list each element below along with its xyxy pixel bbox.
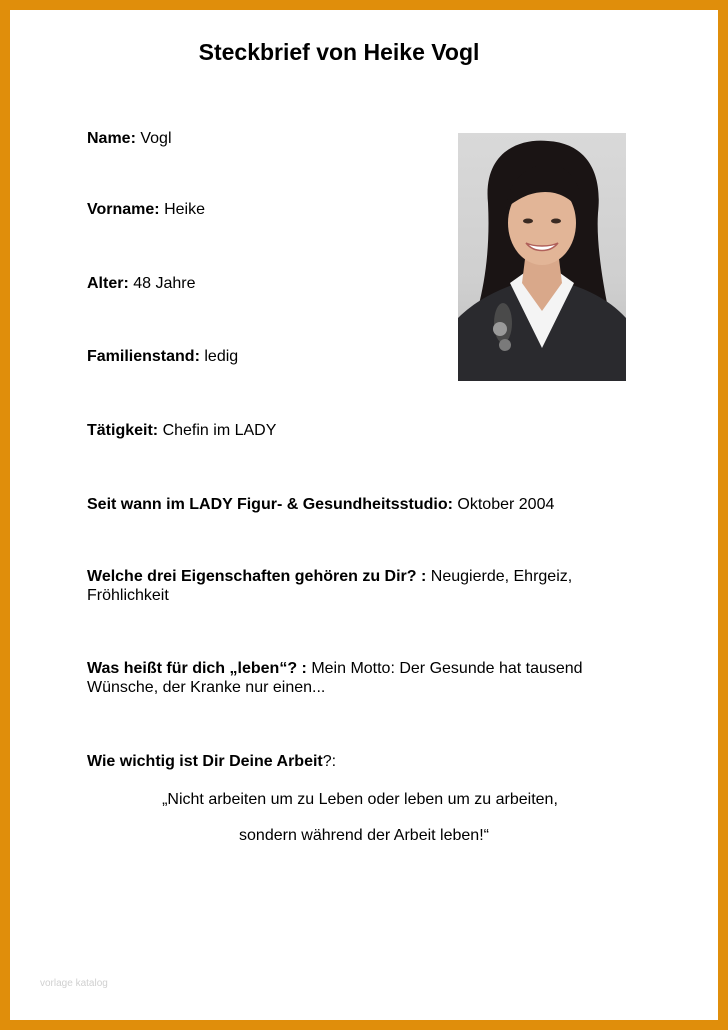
quote-line-2: sondern während der Arbeit leben!“ xyxy=(239,827,489,844)
field-seit-wann-label: Seit wann im LADY Figur- & Gesundheitsstudio: xyxy=(87,496,453,513)
field-eigenschaften xyxy=(87,567,627,605)
field-taetigkeit-label: Tätigkeit: xyxy=(87,422,159,439)
field-taetigkeit xyxy=(87,421,627,440)
field-vorname-value: Heike xyxy=(164,201,205,218)
field-leben xyxy=(87,659,627,697)
field-seit-wann xyxy=(87,495,627,514)
field-leben-value: Mein Motto: Der Gesunde hat tausend Wünsche, der Kranke nur einen... xyxy=(87,660,583,696)
portrait-photo xyxy=(458,133,626,381)
field-leben-label: Was heißt für dich „leben“? : xyxy=(87,660,307,677)
field-familienstand-label: Familienstand: xyxy=(87,348,200,365)
field-familienstand-value: ledig xyxy=(204,348,239,365)
field-arbeit-label: Wie wichtig ist Dir Deine Arbeit xyxy=(87,753,323,770)
portrait-illustration xyxy=(458,133,626,381)
page-title: Steckbrief von Heike Vogl xyxy=(198,39,480,65)
field-seit-wann-value: Oktober 2004 xyxy=(457,496,555,513)
quote-line-1: „Nicht arbeiten um zu Leben oder leben um zu arbeiten, xyxy=(162,791,558,808)
field-arbeit-suffix: ?: xyxy=(322,753,337,770)
field-eigenschaften-label: Welche drei Eigenschaften gehören zu Dir? : xyxy=(87,568,427,585)
field-name-label: Name: xyxy=(87,130,136,147)
field-vorname-label: Vorname: xyxy=(87,201,160,218)
watermark: vorlage katalog xyxy=(40,978,108,989)
field-name-value: Vogl xyxy=(140,130,172,147)
field-alter-label: Alter: xyxy=(87,275,129,292)
field-eigenschaften-value: Neugierde, Ehrgeiz, Fröhlichkeit xyxy=(87,568,573,604)
field-arbeit xyxy=(87,752,627,771)
field-alter-value: 48 Jahre xyxy=(133,275,196,292)
field-taetigkeit-value: Chefin im LADY xyxy=(162,422,277,439)
